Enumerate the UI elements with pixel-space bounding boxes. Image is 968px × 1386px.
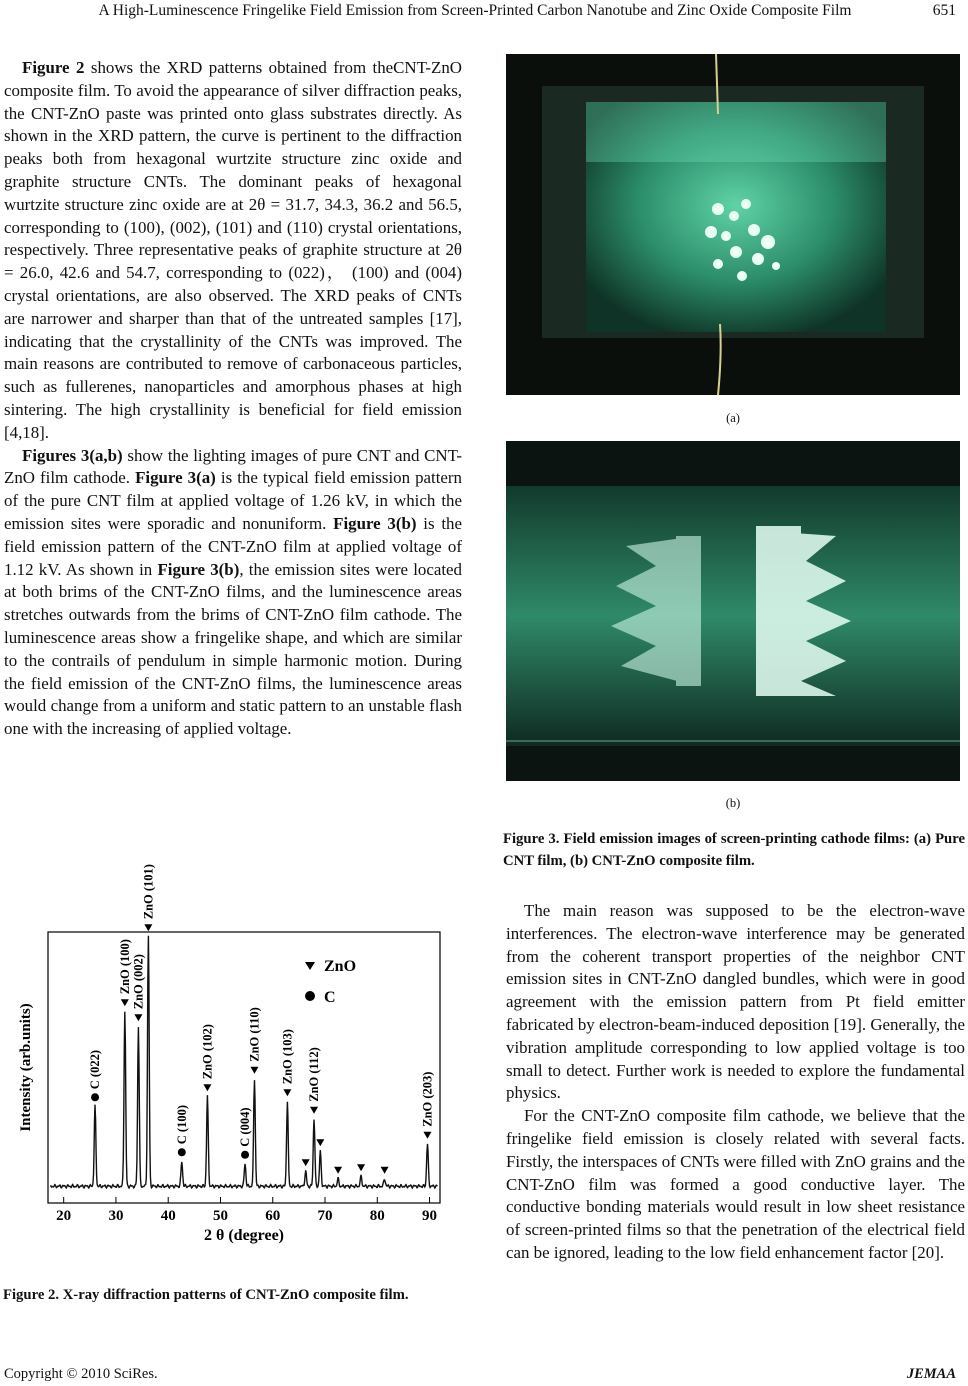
carbon-peak-marker: [91, 1093, 99, 1101]
zno-peak-marker: [310, 1107, 318, 1114]
figure-3a-image: [506, 54, 960, 395]
legend-carbon-symbol: [305, 991, 315, 1001]
paragraph-electron-wave: The main reason was supposed to be the electron-wave interferences. The electron-wave interference may be generated from the coherent transport properties of the neighbor CNT emission sites in CNT-ZnO dangled bundles, which were in good agreement with the emission pattern from Pt field emitter fabricated by electron-beam-induced deposition [19]. Generally, the vibration amplitude corresponding to low applied voltage is too small to detect. Further work is needed to explore the fundamental physics.: [506, 901, 965, 1103]
zno-peak-marker: [357, 1164, 365, 1171]
paragraph-fringelike-facts: For the CNT-ZnO composite film cathode, we believe that the fringelike field emission is closely related with several facts. Firstly, the interspaces of CNTs were filled with ZnO grains and the CNT-ZnO film was formed a good conductive layer. The conductive bonding materials would result in low sheet resistance of screen-printed films so that the penetration of the electrical field can be ignored, leading to the low field enhancement factor [20].: [506, 1106, 965, 1262]
x-tick-label: 50: [212, 1208, 228, 1224]
peak-label: ZnO (203): [420, 1071, 435, 1127]
running-header: [0, 0, 968, 32]
text-run: , the emission sites were located at both brims of the CNT-ZnO films, and the luminescence areas stretches outwards from the brims of CNT-ZnO film cathode. The luminescence areas show a fringelike shape, and which are similar to the contrails of pendulum in simple harmonic motion. During the field emission of the CNT-ZnO films, the luminescence areas would change from a uniform and static pattern to an unstable flash one with the increasing of applied voltage.: [4, 559, 462, 739]
x-tick-label: 30: [108, 1208, 124, 1224]
x-tick-label: 70: [317, 1208, 333, 1224]
x-tick-label: 20: [56, 1208, 72, 1224]
x-tick-label: 60: [265, 1208, 281, 1224]
text-run: is the field emission pattern of the CNT-ZnO film at applied voltage of 1.12 kV. As shown in: [4, 513, 462, 579]
zno-peak-marker: [334, 1167, 342, 1174]
x-axis-label: 2 θ (degree): [203, 1227, 285, 1244]
figure-reference: Figure 3(b): [333, 513, 417, 533]
figure-reference: Figures 3(a,b): [22, 445, 123, 465]
plot-frame: [48, 932, 440, 1203]
legend-zno-symbol: [305, 962, 315, 970]
zno-peak-marker: [316, 1139, 324, 1146]
running-title: A High-Luminescence Fringelike Field Emission from Screen-Printed Carbon Nanotube and Zinc Oxide Composite Film: [98, 2, 852, 19]
text-run: is the typical field emission pattern of the pure CNT film at applied voltage of 1.26 kV, in which the emission sites were sporadic and nonuniform.: [4, 468, 462, 533]
figure-reference: Figure 3(a): [135, 468, 216, 488]
xrd-spectrum-line: [51, 936, 438, 1188]
zno-peak-marker: [134, 1014, 142, 1021]
peak-label: ZnO (002): [131, 954, 146, 1010]
figure-3b-image: [506, 441, 960, 781]
zno-peak-marker: [302, 1159, 310, 1166]
text-run: shows the XRD patterns obtained from theCNT-ZnO composite film. To avoid the appearance of silver diffraction peaks, the CNT-ZnO paste was printed onto glass substrates directly. As shown in the XRD pattern, the curve is pertinent to the diffraction peaks both from hexagonal wurtzite structure zinc oxide and graphite structure CNTs. The dominant peaks of hexagonal wurtzite structure zinc oxide are at 2θ = 31.7, 34.3, 36.2 and 56.5, corresponding to (100), (002), (101) and (110) crystal orientations, respectively. Three representative peaks of graphite structure at 2θ = 26.0, 42.6 and 54.7, corresponding to (022)， (100) and (004) crystal orientations, are also observed. The XRD peaks of CNTs are narrower and sharper than that of the untreated samples [17], indicating that the crystallinity of the CNTs was improved. The main reasons are contributed to remove of carbonaceous particles, such as fullerenes, nanoparticles and amorphous phases at high sintering. The high crystallinity is beneficial for field emission [4,18].: [4, 58, 462, 442]
peak-label: ZnO (102): [200, 1024, 215, 1080]
left-column: [4, 57, 462, 741]
zno-peak-marker: [121, 999, 129, 1006]
peak-label: C (004): [238, 1107, 253, 1147]
figure-3a-label: (a): [726, 411, 740, 425]
carbon-peak-marker: [178, 1148, 186, 1156]
x-tick-label: 40: [160, 1208, 176, 1224]
legend-zno-label: ZnO: [324, 958, 357, 975]
zno-peak-marker: [250, 1067, 258, 1074]
peak-label: ZnO (100): [117, 939, 132, 995]
peak-label: ZnO (112): [307, 1047, 322, 1102]
zno-peak-marker: [203, 1084, 211, 1091]
peak-label: ZnO (101): [141, 864, 156, 920]
peak-label: C (022): [88, 1050, 103, 1090]
paragraph-fig2-xrd: [4, 57, 462, 445]
zno-peak-marker: [381, 1167, 389, 1174]
figure-reference: Figure 2: [22, 58, 85, 77]
peak-label: ZnO (110): [247, 1007, 262, 1062]
peak-label: C (100): [174, 1105, 189, 1145]
right-column: [506, 900, 965, 1265]
figure-reference: Figure 3(b): [157, 559, 240, 579]
figure-2-xrd-chart: [10, 864, 451, 1268]
copyright-footer: Copyright © 2010 SciRes.: [4, 1366, 158, 1382]
zno-peak-marker: [283, 1089, 291, 1096]
figure-2-caption: Figure 2. X-ray diffraction patterns of CNT-ZnO composite film.: [3, 1287, 409, 1303]
zno-peak-marker: [144, 924, 152, 931]
zno-peak-marker: [423, 1132, 431, 1139]
paragraph-fig3-description: [4, 445, 462, 741]
figure-3b-label: (b): [725, 796, 741, 810]
page-number: 651: [932, 2, 956, 19]
journal-footer: JEMAA: [906, 1366, 956, 1382]
figure-3-caption: Figure 3. Field emission images of screen-printing cathode films: (a) Pure CNT film, (b) CNT-ZnO composite film.: [503, 831, 965, 869]
x-tick-label: 90: [422, 1208, 438, 1224]
text-run: show the lighting images of pure CNT and CNT-ZnO film cathode.: [4, 445, 463, 488]
carbon-peak-marker: [241, 1151, 249, 1159]
peak-label: ZnO (103): [280, 1029, 295, 1085]
y-axis-label: Intensity (arb.units): [18, 1003, 34, 1132]
legend-carbon-label: C: [324, 989, 336, 1006]
x-tick-label: 80: [369, 1208, 385, 1224]
